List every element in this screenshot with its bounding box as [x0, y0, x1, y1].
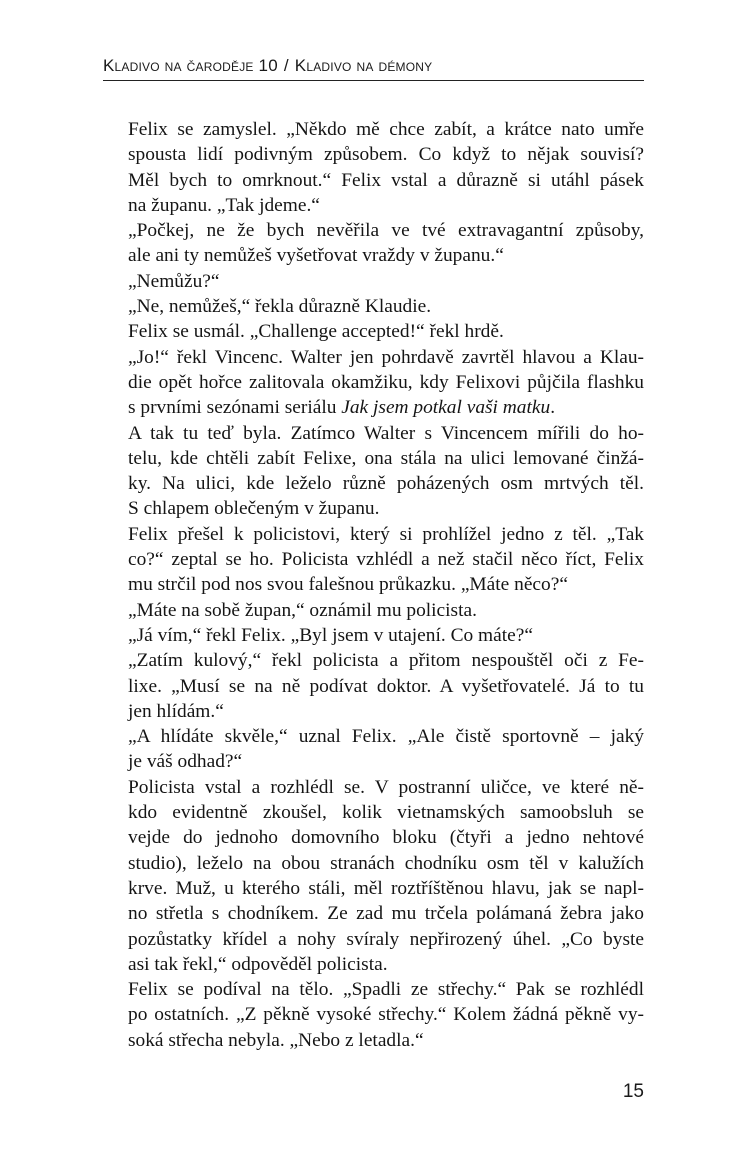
paragraph	[103, 648, 644, 724]
text-line: A tak tu teď byla. Zatímco Walter s Vincencem mířili do ho-	[128, 422, 644, 444]
text-line: na županu. „Tak jdeme.“	[128, 194, 320, 216]
text-fragment: .	[550, 397, 556, 419]
paragraph	[103, 522, 644, 598]
text-line: co?“ zeptal se ho. Policista vzhlédl a než stačil něco říct, Felix	[128, 549, 644, 571]
text-line: Policista vstal a rozhlédl se. V postranní uličce, ve které ně-	[128, 776, 644, 798]
text-line: die opět hořce zalitovala okamžiku, kdy Felixovi půjčila flashku	[128, 371, 644, 393]
text-line: pozůstatky křídel a nohy svíraly nepřirozený úhel. „Co byste	[128, 928, 644, 950]
text-line: telu, kde chtěli zabít Felixe, ona stála na ulici lemované činžá-	[128, 447, 644, 469]
header-subtitle: Kladivo na démony	[294, 56, 433, 75]
text-line: ale ani ty nemůžeš vyšetřovat vraždy v županu.“	[128, 245, 504, 267]
paragraph	[103, 421, 644, 522]
paragraph	[103, 623, 644, 648]
text-line: „Nemůžu?“	[128, 270, 220, 292]
text-line: krve. Muž, u kterého stáli, měl roztříštěnou hlavu, jak se napl-	[128, 877, 644, 899]
running-header	[103, 56, 644, 81]
text-line: „Já vím,“ řekl Felix. „Byl jsem v utajení. Co máte?“	[128, 624, 533, 646]
text-line: ky. Na ulici, kde leželo různě poházených osm mrtvých těl.	[128, 473, 644, 495]
text-line: po ostatních. „Z pěkně vysoké střechy.“ Kolem žádná pěkně vy-	[128, 1004, 644, 1026]
text-line	[103, 395, 644, 420]
paragraph	[103, 724, 644, 775]
text-line: „Jo!“ řekl Vincenc. Walter jen pohrdavě zavrtěl hlavou a Klau-	[128, 346, 644, 368]
text-line: Felix přešel k policistovi, který si prohlížel jedno z těl. „Tak	[128, 523, 644, 545]
text-line: studio), leželo na obou stranách chodníku osm těl v kalužích	[128, 852, 644, 874]
text-line: spousta lidí podivným způsobem. Co když to nějak souvisí?	[128, 144, 644, 166]
text-line: kdo evidentně zkoušel, kolik vietnamských samoobsluh se	[128, 802, 644, 824]
paragraph	[103, 598, 644, 623]
paragraph	[103, 294, 644, 319]
text-line: „A hlídáte skvěle,“ uznal Felix. „Ale čistě sportovně – jaký	[128, 726, 644, 748]
paragraph	[103, 345, 644, 421]
text-line: Felix se usmál. „Challenge accepted!“ řekl hrdě.	[128, 321, 504, 343]
text-line: asi tak řekl,“ odpověděl policista.	[128, 953, 388, 975]
text-line: je váš odhad?“	[128, 751, 243, 773]
text-line: Felix se podíval na tělo. „Spadli ze střechy.“ Pak se rozhlédl	[128, 979, 644, 1001]
text-line: Měl bych to omrknout.“ Felix vstal a důrazně si utáhl pásek	[128, 169, 644, 191]
paragraph	[103, 218, 644, 269]
paragraph	[103, 775, 644, 977]
text-line: Felix se zamyslel. „Někdo mě chce zabít, a krátce nato umře	[128, 119, 644, 140]
text-line: S chlapem oblečeným v županu.	[128, 498, 380, 520]
text-line: lixe. „Musí se na ně podívat doktor. A vyšetřovatelé. Já to tu	[128, 675, 644, 697]
paragraph	[103, 319, 644, 344]
series-title: Jak jsem potkal vaši matku	[341, 397, 551, 419]
text-line: „Počkej, ne že bych nevěřila ve tvé extravagantní způsoby,	[128, 220, 644, 242]
text-line: „Máte na sobě župan,“ oznámil mu policista.	[128, 599, 477, 621]
text-line: no střetla s chodníkem. Ze zad mu trčela polámaná žebra jako	[128, 903, 644, 925]
text-line: „Zatím kulový,“ řekl policista a přitom nespouštěl oči z Fe-	[128, 650, 644, 672]
paragraph	[103, 269, 644, 294]
text-fragment: s prvními sezónami seriálu	[128, 397, 342, 419]
header-separator: /	[283, 56, 289, 75]
text-line: vejde do jednoho domovního bloku (čtyři a jedno nehtové	[128, 827, 644, 849]
text-line: „Ne, nemůžeš,“ řekla důrazně Klaudie.	[128, 296, 432, 318]
body-text	[103, 117, 644, 1053]
text-line: jen hlídám.“	[128, 700, 224, 722]
header-book-title: Kladivo na čaroděje 10	[103, 56, 278, 75]
paragraph	[103, 977, 644, 1053]
paragraph	[103, 117, 644, 218]
text-line: soká střecha nebyla. „Nebo z letadla.“	[128, 1029, 424, 1051]
text-line: mu strčil pod nos svou falešnou průkazku. „Máte něco?“	[128, 574, 568, 596]
page-number: 15	[622, 1081, 644, 1102]
